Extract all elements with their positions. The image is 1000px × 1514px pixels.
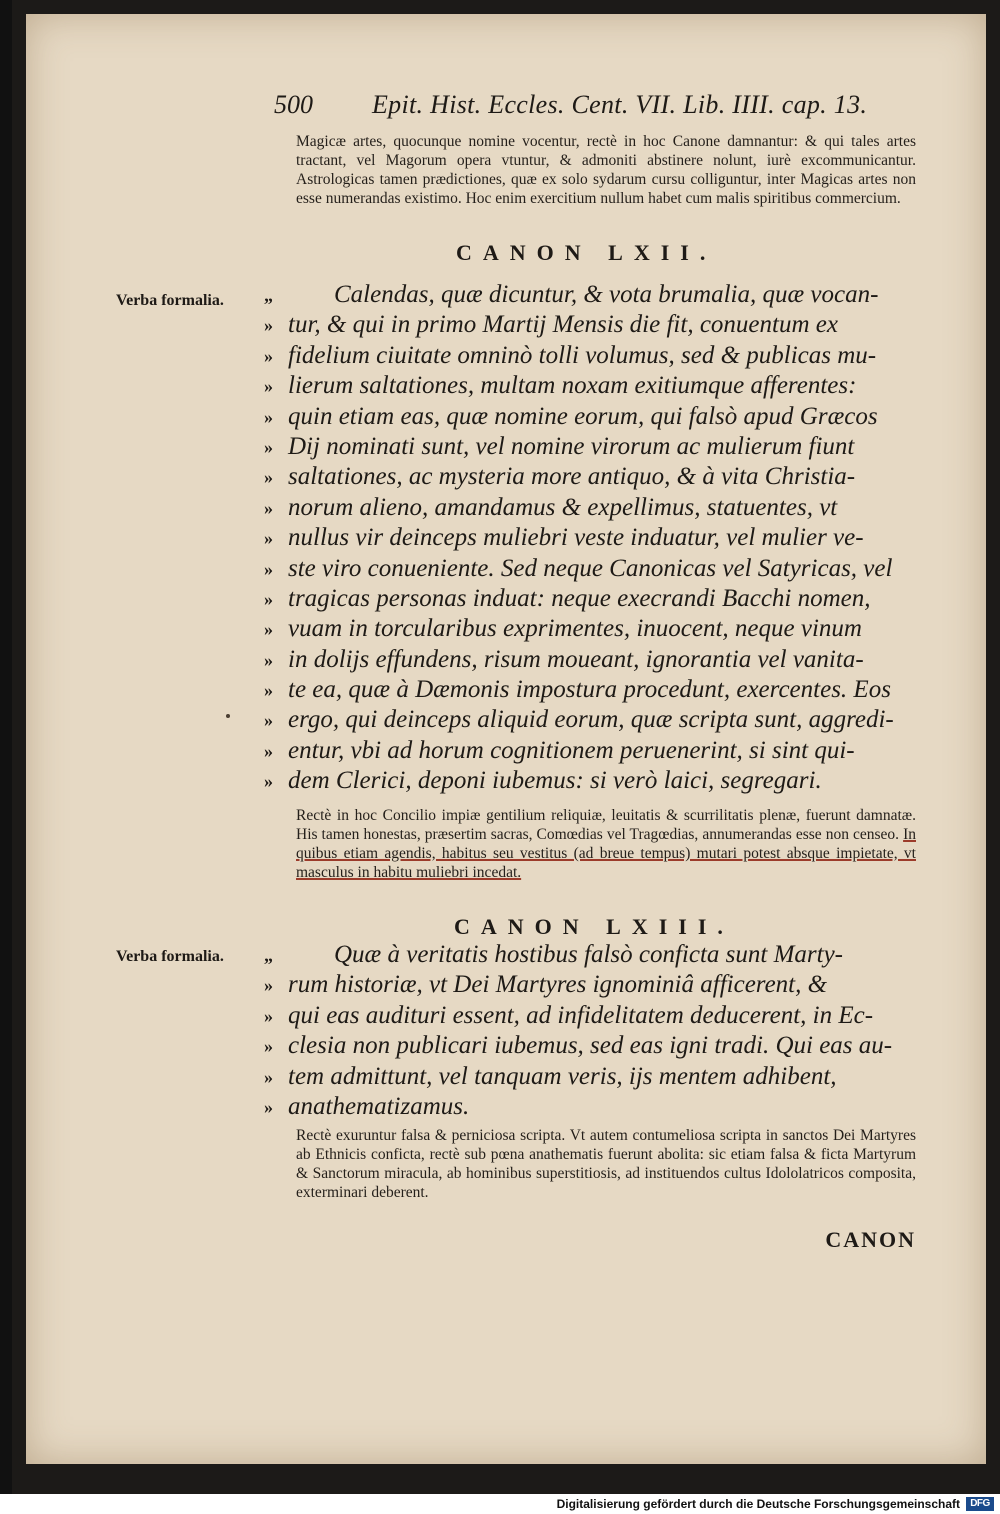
- commentary-top: Magicæ artes, quocunque nomine vocentur, rectè in hoc Canone damnantur: & qui tales artes tractant, vel Magorum opera vtuntur, & admoniti abstinere nolunt, iurè excommunicantur. Astrologicas tamen prædictiones, quæ ex solo sydarum cursu colliguntur, inter Magicas artes non esse numerandas existimo. Hoc enim exercitium nullum habet cum malis spiritibus commercium.: [296, 133, 916, 207]
- canon-63-heading: CANON LXIII.: [454, 914, 734, 939]
- continuation-mark: »: [264, 975, 273, 996]
- verba-line-text: entur, vbi ad horum cognitionem peruenerint, si sint qui-: [288, 736, 855, 764]
- continuation-mark: »: [264, 619, 273, 640]
- verba-line: [264, 1062, 926, 1092]
- continuation-mark: »: [264, 528, 273, 549]
- continuation-mark: »: [264, 649, 273, 670]
- verba-line: [264, 280, 926, 310]
- continuation-mark: »: [264, 1036, 273, 1057]
- verba-line: [264, 432, 926, 462]
- verba-line-text: Quæ à veritatis hostibus falsò conficta sunt Marty-: [334, 941, 844, 968]
- dfg-logo: DFG: [966, 1497, 994, 1511]
- verba-line: [264, 736, 926, 766]
- continuation-mark: »: [264, 771, 273, 792]
- verba-line: [264, 940, 926, 970]
- verba-line: [264, 1001, 926, 1031]
- verba-line-text: Dij nominati sunt, vel nomine virorum ac mulierum fiunt: [288, 432, 855, 460]
- continuation-mark: »: [264, 1096, 273, 1117]
- verba-line: [264, 645, 926, 675]
- verba-line: [264, 1031, 926, 1061]
- continuation-mark: »: [264, 588, 273, 609]
- verba-line-text: norum alieno, amandamus & expellimus, statuentes, vt: [288, 493, 838, 521]
- continuation-mark: »: [264, 436, 273, 457]
- catchword: CANON: [825, 1227, 916, 1252]
- scan-background: [12, 0, 1000, 1494]
- verba-line: [264, 766, 926, 796]
- continuation-mark: »: [264, 497, 273, 518]
- footer-bar: [0, 1494, 1000, 1514]
- verba-line-text: nullus vir deinceps muliebri veste induatur, vel mulier ve-: [288, 524, 864, 552]
- verba-line: [264, 675, 926, 705]
- continuation-mark: »: [264, 315, 273, 336]
- verba-line: [264, 310, 926, 340]
- continuation-mark: »: [264, 1005, 273, 1026]
- verba-line-text: tem admittunt, vel tanquam veris, ijs mentem adhibent,: [288, 1062, 837, 1090]
- continuation-mark: »: [264, 467, 273, 488]
- canon-62-commentary: [296, 806, 916, 882]
- canon-62-heading: CANON LXII.: [456, 240, 717, 265]
- verba-line-text: tragicas personas induat: neque execrandi Bacchi nomen,: [288, 584, 871, 612]
- verba-line: [264, 614, 926, 644]
- continuation-mark: »: [264, 1066, 273, 1087]
- book-page: [26, 14, 986, 1464]
- verba-line: [264, 341, 926, 371]
- page-header: [26, 82, 986, 122]
- footer-credit: Digitalisierung gefördert durch die Deutsche Forschungsgemeinschaft: [556, 1497, 960, 1511]
- verba-line: [264, 1092, 926, 1122]
- verba-line: [264, 371, 926, 401]
- verba-line-text: ste viro conueniente. Sed neque Canonicas vel Satyricas, vel: [288, 554, 893, 582]
- verba-line-text: rum historiæ, vt Dei Martyres ignominiâ afficerent, &: [288, 971, 828, 999]
- verba-line-text: clesia non publicari iubemus, sed eas igni tradi. Qui eas au-: [288, 1032, 893, 1060]
- verba-line-text: qui eas audituri essent, ad infidelitatem deducerent, in Ec-: [288, 1001, 874, 1029]
- running-head: Epit. Hist. Eccles. Cent. VII. Lib. IIII. cap. 13.: [372, 90, 868, 119]
- margin-dot: [226, 714, 230, 718]
- verba-line-text: lierum saltationes, multam noxam exitiumque afferentes:: [288, 372, 857, 400]
- verba-line: [264, 970, 926, 1000]
- verba-line: [264, 584, 926, 614]
- verba-line-text: Calendas, quæ dicuntur, & vota brumalia, quæ vocan-: [334, 281, 879, 308]
- verba-line: [264, 523, 926, 553]
- continuation-mark: »: [264, 345, 273, 366]
- verba-line-text: fidelium ciuitate omninò tolli volumus, sed & publicas mu-: [288, 341, 877, 369]
- verba-line-text: saltationes, ac mysteria more antiquo, & à vita Christia-: [288, 463, 856, 491]
- continuation-mark: »: [264, 406, 273, 427]
- continuation-mark: »: [264, 740, 273, 761]
- verba-line-text: te ea, quæ à Dæmonis impostura procedunt, exercentes. Eos: [288, 676, 891, 704]
- continuation-mark: »: [264, 710, 273, 731]
- margin-note-verba-62: Verba formalia.: [116, 292, 224, 309]
- verba-line-text: tur, & qui in primo Martij Mensis die fit, conuentum ex: [288, 311, 838, 339]
- page-number: 500: [274, 90, 313, 119]
- opening-quote-mark: „: [264, 945, 273, 965]
- continuation-mark: »: [264, 558, 273, 579]
- continuation-mark: »: [264, 376, 273, 397]
- opening-quote-mark: „: [264, 285, 273, 305]
- verba-line-text: vuam in torcularibus exprimentes, inuocent, neque vinum: [288, 615, 862, 643]
- verba-line-text: dem Clerici, deponi iubemus: si verò laici, segregari.: [288, 767, 822, 795]
- margin-note-verba-63: Verba formalia.: [116, 948, 224, 965]
- verba-line-text: in dolijs effundens, risum moueant, ignorantia vel vanita-: [288, 645, 864, 673]
- verba-line: [264, 705, 926, 735]
- verba-line: [264, 493, 926, 523]
- canon-62-text: [264, 280, 926, 797]
- verba-line-text: quin etiam eas, quæ nomine eorum, qui falsò apud Græcos: [288, 402, 878, 430]
- verba-line: [264, 462, 926, 492]
- verba-line-text: ergo, qui deinceps aliquid eorum, quæ scripta sunt, aggredi-: [288, 706, 894, 734]
- canon-62-commentary-text: Rectè in hoc Concilio impiæ gentilium reliquiæ, leuitatis & scurrilitatis plenæ, fuerunt damnatæ. His tamen honestas, præsertim sacras, Comœdias vel Tragœdias, annumerandas esse non censeo.: [296, 807, 916, 843]
- verba-line: [264, 402, 926, 432]
- verba-line-text: anathematizamus.: [288, 1092, 470, 1120]
- canon-63-text: [264, 940, 926, 1122]
- canon-63-commentary: Rectè exuruntur falsa & perniciosa scripta. Vt autem contumeliosa scripta in sanctos Dei Martyres ab Ethnicis conficta, rectè sub pœna anathematis fuerunt abolita: sic etiam falsa & ficta Martyrum & Sanctorum miracula, ab hominibus superstitiosis, ad instituendos cultus Idololatricos composita, exterminari deberent.: [296, 1127, 916, 1201]
- verba-line: [264, 554, 926, 584]
- continuation-mark: »: [264, 680, 273, 701]
- canon-62-commentary-underlined: In quibus etiam agendis, habitus seu vestitus (ad breue tempus) mutari potest absque impietate, vt masculus in habitu muliebri incedat.: [296, 826, 916, 881]
